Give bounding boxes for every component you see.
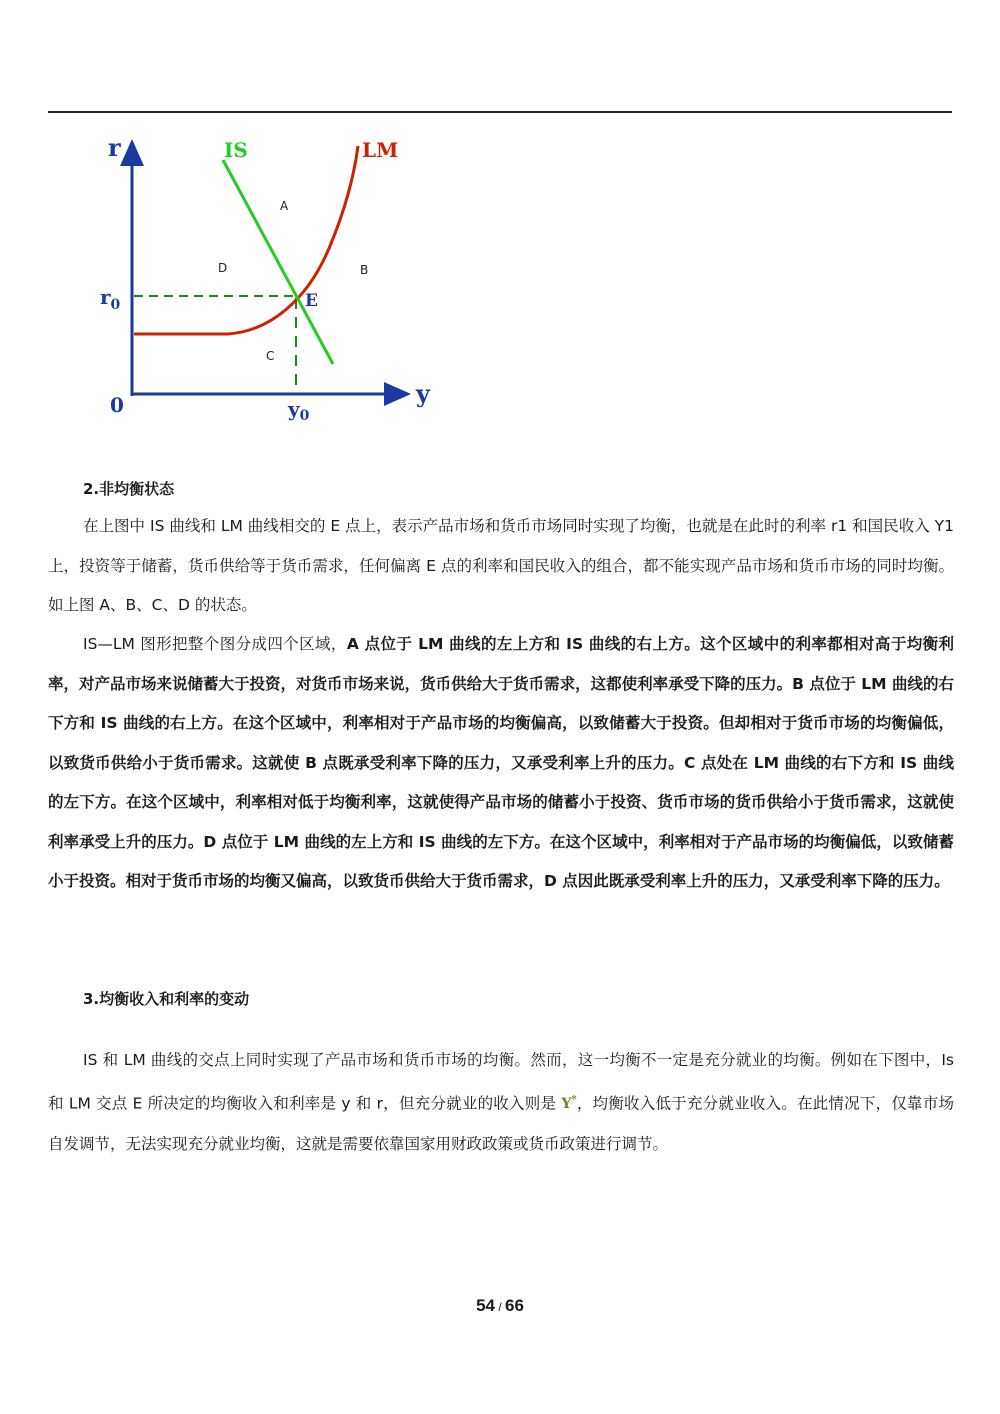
region-a-label: A <box>280 199 289 213</box>
y0-label: $y_0$ <box>288 397 310 424</box>
is-lm-diagram <box>90 128 450 428</box>
section-3-heading: 3.均衡收入和利率的变动 <box>83 990 250 1008</box>
paragraph-2-lead: IS—LM 图形把整个图分成四个区域， <box>83 635 347 653</box>
region-b-label: B <box>360 263 369 277</box>
lm-curve <box>134 146 358 334</box>
current-page: 54 <box>476 1296 495 1315</box>
page-separator: / <box>494 1300 505 1314</box>
lm-label: LM <box>362 138 399 162</box>
is-label: IS <box>224 138 248 162</box>
axis-r-label: r <box>108 133 121 162</box>
section-2-paragraph-2 <box>48 625 954 902</box>
r0-label: $r_0$ <box>100 285 121 313</box>
header-rule <box>48 111 952 113</box>
section-2-paragraph-1: 在上图中 IS 曲线和 LM 曲线相交的 E 点上，表示产品市场和货币市场同时实现了均衡，也就是在此时的利率 r1 和国民收入 Y1 上，投资等于储蓄，货币供给等于货币需求，任何偏离 E 点的利率和国民收入的组合，都不能实现产品市场和货币市场的同时均衡。如上图 A、B、C、D 的状态。 <box>48 517 954 614</box>
point-e-label: E <box>305 291 318 311</box>
section-3-paragraph-1 <box>48 1041 954 1164</box>
axis-y-label: y <box>416 379 430 408</box>
y-star-symbol: Y* <box>561 1094 577 1113</box>
section-3-text-a: IS 和 LM 曲线的交点上同时实现了产品市场和货币市场的均衡。然而，这一均衡不一定是充分就业的均衡。例如在下图中，Is 和 LM 交点 E 所决定的均衡收入和利率是 y 和 r，但充分就业的收入则是 <box>48 1051 954 1113</box>
total-pages: 66 <box>505 1296 524 1315</box>
paragraph-2-bold: A 点位于 LM 曲线的左上方和 IS 曲线的右上方。这个区域中的利率都相对高于均衡利率，对产品市场来说储蓄大于投资，对货币市场来说，货币供给大于货币需求，这都使利率承受下降的压力。B 点位于 LM 曲线的右下方和 IS 曲线的右上方。在这个区域中，利率相对于产品市场的均衡偏高，以致储蓄大于投资。但却相对于货币市场的均衡偏低，以致货币供给小于货币需求。这就使 B 点既承受利率下降的压力，又承受利率上升的压力。C 点处在 LM 曲线的右下方和 IS 曲线的左下方。在这个区域中，利率相对低于均衡利率，这就使得产品市场的储蓄小于投资、货币市场的货币供给小于货币需求，这就使利率承受上升的压力。D 点位于 LM 曲线的左上方和 IS 曲线的左下方。在这个区域中，利率相对于产品市场的均衡偏低，以致储蓄小于投资。相对于货币市场的均衡又偏高，以致货币供给大于货币需求，D 点因此既承受利率上升的压力，又承受利率下降的压力。 <box>48 635 954 890</box>
region-d-label: D <box>218 261 228 275</box>
section-3-text-b: ，均衡收入低于充分就业收入。在此情况下，仅靠市场自发调节，无法实现充分就业均衡，这就是需要依靠国家用财政政策或货币政策进行调节。 <box>48 1094 954 1153</box>
region-c-label: C <box>266 349 275 363</box>
section-2-heading: 2.非均衡状态 <box>83 480 175 498</box>
origin-label: 0 <box>110 393 124 417</box>
page-number <box>0 1296 1000 1316</box>
